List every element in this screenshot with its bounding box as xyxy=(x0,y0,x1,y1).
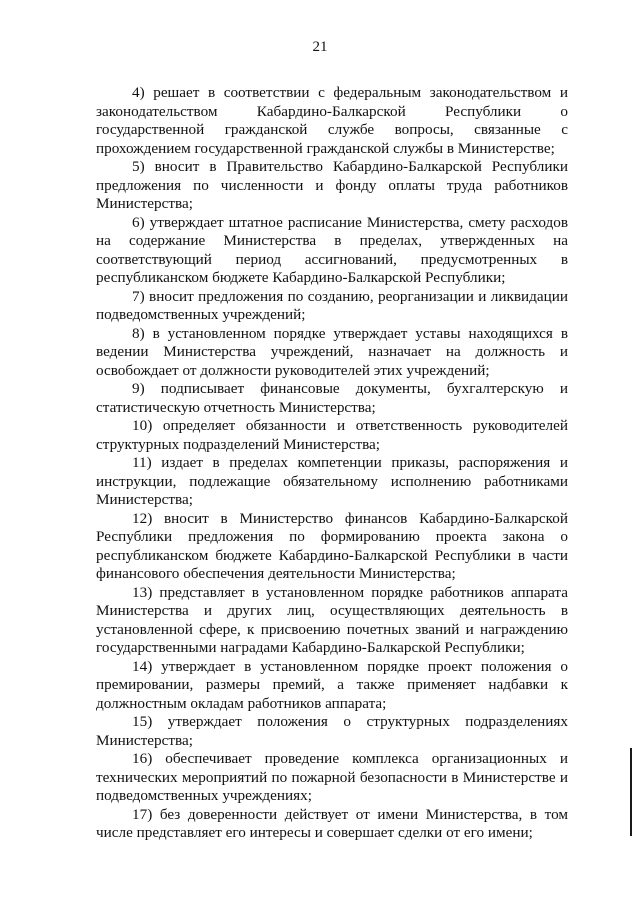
paragraph-item-14: 14) утверждает в установленном порядке проект положения о премировании, размеры премий, а также применяет надбавки к должностным окладам работников аппарата; xyxy=(96,657,568,712)
paragraph-item-6: 6) утверждает штатное расписание Министерства, смету расходов на содержание Министерства в пределах, утвержденных на соответствующий период ассигнований, предусмотренных в республиканском бюджете Кабардино-Балкарской Республики; xyxy=(96,213,568,286)
paragraph-item-4: 4) решает в соответствии с федеральным законодательством и законодательством Кабардино-Балкарской Республики о государственной гражданской службе вопросы, связанные с прохождением государственной гражданской службы в Министерстве; xyxy=(96,84,568,157)
paragraph-item-9: 9) подписывает финансовые документы, бухгалтерскую и статистическую отчетность Министерства; xyxy=(96,380,568,416)
paragraph-item-11: 11) издает в пределах компетенции приказы, распоряжения и инструкции, подлежащие обязательному исполнению работниками Министерства; xyxy=(96,454,568,508)
paragraph-item-8: 8) в установленном порядке утверждает уставы находящихся в ведении Министерства учреждений, назначает на должность и освобождает от должности руководителей этих учреждений; xyxy=(96,324,568,379)
page-number: 21 xyxy=(312,39,328,55)
paragraph-item-10: 10) определяет обязанности и ответственность руководителей структурных подразделений Министерства; xyxy=(96,417,568,453)
paragraph-item-15: 15) утверждает положения о структурных подразделениях Министерства; xyxy=(96,713,568,749)
paragraph-item-7: 7) вносит предложения по созданию, реорганизации и ликвидации подведомственных учреждений; xyxy=(96,287,568,323)
paragraph-item-5: 5) вносит в Правительство Кабардино-Балкарской Республики предложения по численности и фонду оплаты труда работников Министерства; xyxy=(96,158,568,212)
paragraph-item-12: 12) вносит в Министерство финансов Кабардино-Балкарской Республики предложения по формированию проекта закона о республиканском бюджете Кабардино-Балкарской Республики в части финансового обеспечения деятельности Министерства; xyxy=(96,509,568,582)
document-body xyxy=(96,84,568,843)
paragraph-item-13: 13) представляет в установленном порядке работников аппарата Министерства и других лиц, осуществляющих деятельность в установленной сфере, к присвоению почетных званий и награждению государственными наградами Кабардино-Балкарской Республики; xyxy=(96,583,568,656)
paragraph-item-16: 16) обеспечивает проведение комплекса организационных и технических мероприятий по пожарной безопасности в Министерстве и подведомственных учреждениях; xyxy=(96,750,568,804)
paragraph-item-17: 17) без доверенности действует от имени Министерства, в том числе представляет его интересы и совершает сделки от его имени; xyxy=(96,805,568,841)
margin-scan-line xyxy=(630,748,632,836)
